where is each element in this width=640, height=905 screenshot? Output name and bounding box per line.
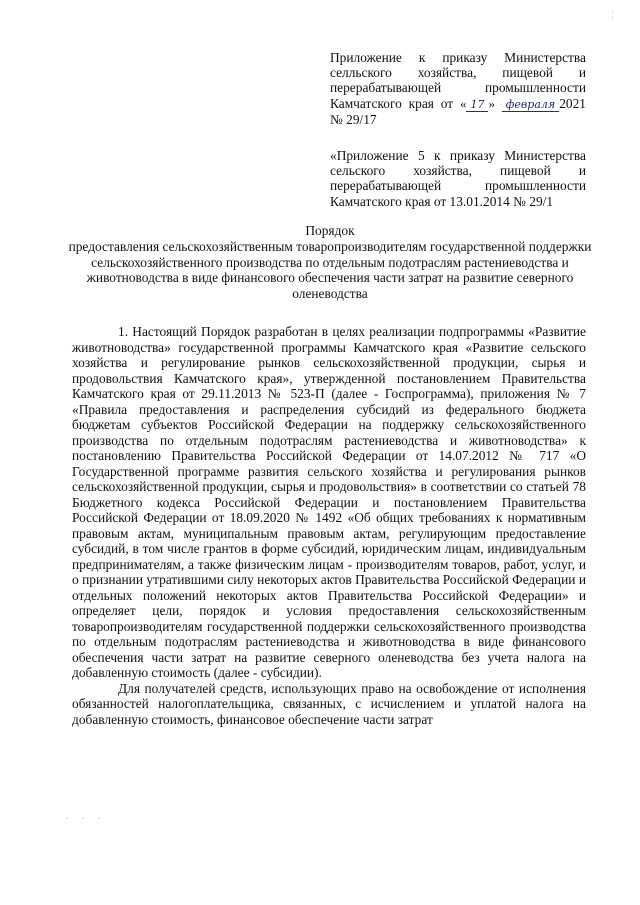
appendix-year: 2021 [559, 95, 586, 111]
page-mark: ¦ [612, 10, 614, 19]
paragraph-2: Для получателей средств, использующих право на освобождение от исполнения обязанностей налогоплательщика, связанных, с исчислением и уплатой налога на добавленную стоимость, финансовое обеспечение части затрат [72, 680, 586, 727]
document-title: Порядок [305, 223, 355, 238]
appendix-header-order-2014 [330, 148, 586, 209]
document-subtitle: предоставления сельскохозяйственным товаропроизводителям государственной поддержки сельскохозяйственного производства по отдельным подотраслям растениеводства и животноводства в виде финансового обеспечения части затрат на развитие северного оленеводства [68, 239, 592, 301]
document-body [72, 324, 586, 727]
appendix-header-text: Приложение к приказу Министерства селльского хозяйства, пищевой и перерабатывающей промышленности Камчатского края от [330, 50, 586, 111]
scan-specks: . . . [66, 812, 106, 821]
appendix-header-order-2021 [330, 50, 586, 127]
appendix-order-number: № 29/17 [330, 111, 377, 127]
appendix-header-line [330, 50, 586, 127]
paragraph-1: 1. Настоящий Порядок разработан в целях реализации подпрограммы «Развитие животноводства» государственной программы Камчатского края «Развитие сельского хозяйства и регулирование рынков сельскохозяйственной продукции, сырья и продовольствия Камчатского края», утвержденной постановлением Правительства Камчатского края от 29.11.2013 № 523-П (далее - Госпрограмма), приложения № 7 «Правила предоставления и распределения субсидий из федерального бюджета бюджетам субъектов Российской Федерации на поддержку сельскохозяйственного производства по отдельным подотраслям растениеводства и животноводства» к постановлению Правительства Российской Федерации от 14.07.2012 № 717 «О Государственной программе развития сельского хозяйства и регулирования рынков сельскохозяйственной продукции, сырья и продовольствия» в соответствии со статьей 78 Бюджетного кодекса Российской Федерации и постановлением Правительства Российской Федерации от 18.09.2020 № 1492 «Об общих требованиях к нормативным правовым актам, муниципальным правовым актам, регулирующим предоставление субсидий, в том числе грантов в форме субсидий, юридическим лицам, индивидуальным предпринимателям, а также физическим лицам - производителям товаров, работ, услуг, и о признании утратившими силу некоторых актов Правительства Российской Федерации и отдельных положений некоторых актов Правительства Российской Федерации» и определяет цели, порядок и условия предоставления сельскохозяйственным товаропроизводителям государственной поддержки сельскохозяйственного производства по отдельным подотраслям растениеводства и животноводства в виде финансового обеспечения части затрат на развитие северного оленеводства без учета налога на добавленную стоимость (далее - субсидии). [72, 324, 586, 680]
handwritten-month: февраля [502, 99, 559, 112]
handwritten-day: 17 [466, 99, 488, 112]
quote-open: « [459, 95, 467, 111]
quote-close: » [488, 95, 495, 111]
appendix-2-text: «Приложение 5 к приказу Министерства сельского хозяйства, пищевой и перерабатывающей промышленности Камчатского края от 13.01.2014 № 29/1 [330, 148, 586, 209]
